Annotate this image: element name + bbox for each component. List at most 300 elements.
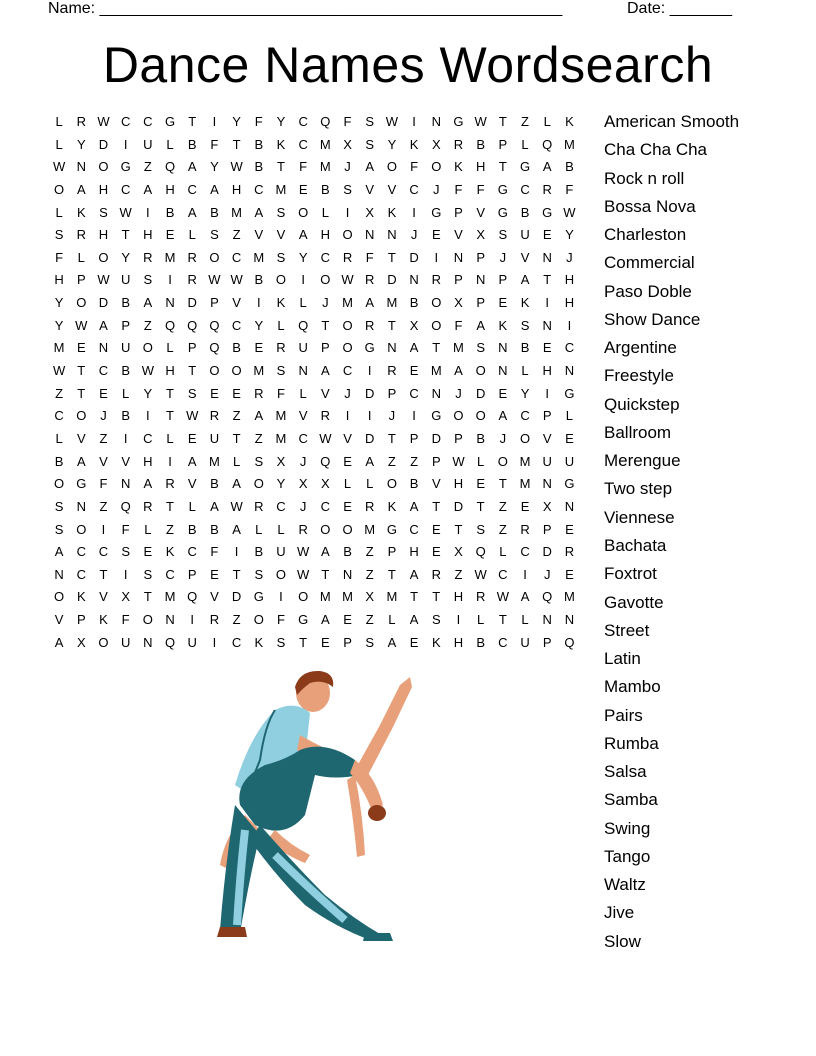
grid-letter: K: [76, 589, 86, 605]
grid-letter: P: [454, 204, 463, 220]
grid-letter: H: [165, 181, 175, 197]
grid-letter: C: [254, 181, 264, 197]
grid-letter: S: [143, 566, 153, 582]
grid-letter: O: [497, 453, 508, 469]
grid-row: [48, 451, 581, 474]
grid-letter: Y: [276, 476, 286, 492]
grid-letter: C: [231, 317, 242, 333]
grid-letter: A: [476, 317, 485, 333]
grid-letter: M: [319, 159, 331, 175]
grid-letter: N: [98, 340, 109, 356]
grid-letter: A: [520, 589, 530, 605]
grid-letter: P: [431, 453, 441, 469]
grid-letter: R: [143, 249, 153, 265]
grid-letter: P: [542, 408, 552, 424]
grid-letter: A: [409, 566, 419, 582]
grid-row: [48, 632, 581, 655]
grid-letter: A: [143, 295, 153, 311]
grid-letter: K: [387, 204, 397, 220]
grid-letter: C: [409, 521, 419, 537]
grid-letter: D: [409, 249, 419, 265]
grid-letter: T: [387, 566, 396, 582]
grid-row: [48, 202, 581, 225]
grid-letter: I: [146, 204, 150, 220]
grid-letter: S: [54, 498, 64, 514]
grid-letter: C: [143, 114, 153, 129]
grid-letter: C: [520, 181, 530, 197]
grid-letter: O: [342, 521, 353, 537]
grid-letter: O: [431, 317, 442, 333]
grid-letter: V: [365, 181, 375, 197]
grid-letter: S: [121, 544, 130, 560]
grid-letter: T: [99, 566, 108, 582]
word-list-item: Ballroom: [604, 422, 672, 442]
grid-letter: H: [542, 363, 552, 379]
grid-letter: K: [165, 544, 175, 560]
grid-letter: L: [144, 521, 152, 537]
grid-letter: W: [297, 544, 310, 560]
grid-letter: T: [232, 136, 241, 152]
grid-letter: O: [320, 521, 331, 537]
grid-letter: K: [565, 114, 574, 129]
grid-letter: Z: [365, 544, 374, 560]
grid-letter: B: [54, 453, 64, 469]
grid-letter: L: [343, 476, 352, 492]
grid-letter: A: [409, 498, 419, 514]
word-list-item: Bossa Nova: [604, 196, 696, 216]
grid-letter: S: [476, 340, 485, 356]
grid-row: [48, 383, 581, 406]
grid-letter: N: [387, 227, 397, 243]
grid-letter: M: [319, 136, 331, 152]
grid-letter: A: [76, 181, 86, 197]
grid-letter: X: [121, 589, 130, 605]
grid-letter: R: [76, 227, 86, 243]
grid-letter: W: [319, 430, 332, 446]
grid-letter: B: [121, 295, 130, 311]
grid-letter: U: [120, 272, 131, 288]
grid-row: [48, 269, 581, 292]
grid-letter: E: [343, 498, 352, 514]
grid-letter: L: [299, 385, 307, 401]
word-list-item: Foxtrot: [604, 564, 657, 584]
grid-row: [48, 360, 581, 383]
word-list-item: Quickstep: [604, 394, 680, 414]
grid-letter: Z: [254, 430, 263, 446]
grid-letter: M: [519, 453, 531, 469]
grid-letter: K: [409, 136, 419, 152]
grid-letter: J: [299, 498, 307, 514]
grid-letter: R: [542, 181, 552, 197]
word-list-item: Show Dance: [604, 309, 701, 329]
grid-letter: G: [453, 114, 464, 129]
word-list-item: Street: [604, 620, 650, 640]
grid-letter: I: [434, 249, 439, 265]
grid-letter: R: [165, 476, 175, 492]
grid-letter: O: [519, 430, 531, 446]
grid-letter: A: [365, 295, 375, 311]
grid-letter: I: [412, 408, 416, 424]
grid-letter: B: [165, 204, 175, 220]
grid-letter: U: [520, 227, 530, 243]
grid-letter: A: [321, 612, 330, 628]
grid-letter: I: [123, 136, 128, 152]
grid-letter: G: [431, 204, 442, 220]
dancing-couple-illustration: [205, 665, 425, 950]
word-list-item: Commercial: [604, 253, 695, 273]
grid-letter: P: [76, 272, 86, 288]
grid-letter: S: [365, 136, 375, 152]
grid-letter: W: [230, 272, 243, 288]
grid-letter: N: [431, 114, 441, 129]
grid-letter: L: [477, 453, 485, 469]
grid-letter: S: [343, 181, 352, 197]
grid-letter: T: [188, 114, 197, 129]
grid-letter: H: [98, 181, 109, 197]
grid-letter: M: [563, 136, 575, 152]
grid-letter: H: [143, 227, 153, 243]
grid-letter: A: [365, 159, 375, 175]
grid-letter: O: [76, 521, 87, 537]
grid-letter: K: [99, 612, 108, 628]
grid-letter: I: [168, 272, 172, 288]
grid-letter: J: [388, 408, 396, 424]
grid-letter: C: [520, 544, 530, 560]
grid-letter: E: [343, 453, 352, 469]
grid-letter: Z: [521, 114, 529, 129]
grid-letter: T: [498, 114, 507, 129]
grid-letter: B: [187, 136, 197, 152]
grid-letter: B: [254, 159, 264, 175]
grid-letter: G: [120, 159, 131, 175]
grid-letter: T: [232, 566, 241, 582]
grid-letter: Z: [232, 227, 241, 243]
grid-letter: A: [232, 476, 241, 492]
grid-letter: X: [476, 227, 485, 243]
grid-letter: S: [276, 363, 286, 379]
name-field-label: Name: ____________________________________________________: [48, 0, 563, 17]
grid-letter: F: [99, 476, 108, 492]
grid-letter: L: [188, 227, 196, 243]
grid-letter: I: [567, 317, 572, 333]
grid-letter: E: [254, 340, 264, 356]
grid-letter: Z: [410, 453, 419, 469]
grid-letter: M: [563, 589, 575, 605]
grid-letter: W: [230, 498, 243, 514]
grid-letter: A: [187, 453, 197, 469]
word-list: [604, 108, 739, 956]
grid-letter: K: [76, 204, 86, 220]
grid-letter: A: [542, 159, 552, 175]
grid-letter: D: [453, 498, 464, 514]
grid-letter: F: [365, 249, 374, 265]
grid-letter: C: [276, 498, 286, 514]
grid-letter: K: [276, 136, 286, 152]
grid-letter: S: [431, 612, 441, 628]
grid-letter: W: [563, 204, 576, 220]
grid-letter: T: [77, 385, 86, 401]
grid-letter: N: [564, 498, 575, 514]
grid-letter: V: [54, 612, 64, 628]
grid-letter: C: [98, 363, 109, 379]
grid-letter: G: [497, 204, 508, 220]
grid-letter: L: [277, 521, 285, 537]
grid-letter: L: [543, 114, 551, 129]
grid-letter: T: [498, 476, 507, 492]
grid-letter: S: [99, 204, 108, 220]
grid-row: [48, 292, 581, 315]
grid-letter: O: [54, 181, 65, 197]
grid-letter: K: [254, 634, 264, 650]
grid-letter: W: [452, 453, 465, 469]
grid-letter: G: [564, 385, 575, 401]
grid-letter: G: [76, 476, 87, 492]
grid-letter: C: [98, 544, 109, 560]
grid-letter: O: [76, 295, 87, 311]
grid-letter: G: [542, 204, 553, 220]
grid-letter: F: [476, 181, 485, 197]
grid-letter: U: [298, 340, 308, 356]
grid-letter: C: [298, 430, 308, 446]
grid-letter: W: [297, 566, 310, 582]
grid-letter: W: [97, 272, 110, 288]
grid-letter: A: [520, 272, 530, 288]
grid-letter: L: [166, 136, 174, 152]
grid-letter: U: [564, 453, 575, 469]
grid-row: [48, 156, 581, 179]
grid-letter: V: [76, 430, 86, 446]
grid-letter: E: [498, 295, 508, 311]
grid-letter: Q: [209, 317, 220, 333]
grid-letter: H: [98, 227, 109, 243]
grid-letter: J: [499, 430, 507, 446]
grid-letter: U: [120, 634, 131, 650]
grid-letter: D: [387, 272, 397, 288]
grid-letter: F: [343, 114, 352, 129]
grid-letter: J: [499, 249, 507, 265]
grid-letter: B: [409, 295, 419, 311]
grid-letter: F: [254, 114, 263, 129]
grid-letter: Z: [454, 566, 463, 582]
grid-letter: Q: [164, 317, 176, 333]
grid-letter: N: [542, 476, 552, 492]
grid-letter: A: [298, 227, 308, 243]
grid-letter: Z: [387, 453, 396, 469]
grid-letter: D: [98, 295, 109, 311]
grid-letter: I: [123, 566, 128, 582]
grid-letter: B: [520, 340, 530, 356]
grid-row: [48, 609, 581, 632]
grid-letter: J: [566, 249, 573, 265]
grid-letter: R: [365, 317, 375, 333]
grid-letter: N: [298, 363, 308, 379]
grid-letter: M: [231, 204, 243, 220]
grid-letter: R: [254, 498, 264, 514]
grid-letter: Z: [498, 521, 507, 537]
grid-letter: E: [520, 498, 530, 514]
grid-letter: V: [343, 430, 352, 446]
grid-letter: C: [564, 340, 575, 356]
grid-letter: C: [120, 114, 131, 129]
grid-letter: W: [341, 272, 354, 288]
grid-letter: O: [298, 204, 309, 220]
grid-row: [48, 496, 581, 519]
grid-letter: W: [141, 363, 154, 379]
grid-letter: Q: [187, 317, 198, 333]
grid-letter: I: [190, 612, 195, 628]
grid-letter: I: [101, 521, 106, 537]
grid-letter: A: [99, 317, 108, 333]
grid-letter: L: [255, 521, 263, 537]
grid-letter: X: [298, 476, 308, 492]
grid-letter: Q: [564, 634, 575, 650]
grid-letter: Z: [99, 498, 108, 514]
grid-letter: I: [301, 272, 305, 288]
grid-letter: I: [523, 566, 527, 582]
grid-letter: A: [76, 453, 86, 469]
grid-letter: L: [77, 249, 85, 265]
grid-letter: Q: [475, 544, 486, 560]
grid-letter: V: [321, 385, 330, 401]
grid-letter: L: [277, 317, 285, 333]
grid-letter: T: [188, 363, 197, 379]
grid-letter: N: [165, 612, 175, 628]
grid-letter: O: [209, 249, 220, 265]
grid-letter: C: [143, 430, 153, 446]
grid-letter: I: [168, 453, 172, 469]
grid-letter: S: [276, 634, 286, 650]
grid-letter: F: [410, 159, 419, 175]
grid-letter: N: [165, 295, 175, 311]
grid-letter: L: [166, 340, 174, 356]
grid-letter: E: [565, 430, 574, 446]
grid-letter: R: [76, 114, 86, 129]
grid-letter: C: [498, 566, 508, 582]
grid-letter: I: [234, 544, 239, 560]
grid-letter: N: [564, 363, 575, 379]
word-list-item: Jive: [604, 903, 635, 923]
grid-letter: C: [120, 181, 131, 197]
word-list-item: Cha Cha Cha: [604, 140, 708, 160]
grid-letter: A: [409, 340, 419, 356]
grid-row: [48, 405, 581, 428]
grid-letter: X: [76, 634, 86, 650]
grid-letter: H: [231, 181, 242, 197]
grid-letter: O: [431, 295, 442, 311]
grid-letter: N: [542, 317, 552, 333]
grid-letter: O: [54, 476, 65, 492]
grid-row: [48, 315, 581, 338]
grid-letter: W: [75, 317, 88, 333]
grid-letter: R: [209, 612, 220, 628]
grid-letter: M: [453, 340, 464, 356]
grid-letter: R: [387, 363, 397, 379]
grid-letter: H: [564, 272, 575, 288]
grid-letter: Q: [542, 589, 553, 605]
grid-letter: R: [209, 408, 220, 424]
grid-letter: A: [409, 612, 419, 628]
grid-letter: R: [143, 498, 153, 514]
grid-letter: E: [210, 385, 219, 401]
grid-letter: C: [187, 181, 197, 197]
grid-letter: N: [387, 340, 397, 356]
grid-letter: O: [231, 363, 242, 379]
word-list-item: Samba: [604, 790, 658, 810]
grid-letter: V: [232, 295, 241, 311]
grid-letter: L: [521, 136, 529, 152]
grid-letter: Y: [298, 249, 308, 265]
grid-row: [48, 134, 581, 157]
grid-letter: D: [542, 544, 552, 560]
grid-letter: S: [210, 227, 219, 243]
grid-letter: E: [409, 363, 419, 379]
grid-letter: M: [275, 430, 287, 446]
grid-letter: D: [365, 385, 375, 401]
grid-letter: A: [54, 544, 64, 560]
grid-letter: C: [231, 249, 242, 265]
grid-letter: I: [367, 408, 372, 424]
word-list-item: Waltz: [604, 875, 646, 895]
word-list-item: Argentine: [604, 338, 677, 358]
grid-letter: P: [454, 430, 463, 446]
grid-letter: M: [386, 589, 398, 605]
grid-letter: F: [121, 612, 130, 628]
grid-letter: L: [55, 204, 63, 220]
grid-letter: P: [542, 634, 552, 650]
grid-letter: P: [343, 634, 352, 650]
grid-letter: Y: [54, 295, 64, 311]
grid-letter: E: [210, 566, 219, 582]
grid-letter: O: [342, 227, 353, 243]
grid-letter: B: [210, 476, 219, 492]
grid-letter: M: [53, 340, 65, 356]
grid-letter: P: [210, 295, 219, 311]
grid-letter: Q: [120, 498, 131, 514]
grid-letter: N: [453, 249, 464, 265]
grid-letter: W: [208, 272, 221, 288]
grid-letter: E: [542, 340, 552, 356]
grid-letter: D: [187, 295, 197, 311]
grid-letter: M: [342, 295, 353, 311]
grid-letter: H: [143, 453, 153, 469]
word-list-item: Gavotte: [604, 592, 664, 612]
grid-letter: N: [409, 272, 419, 288]
grid-letter: N: [365, 227, 375, 243]
grid-letter: A: [365, 453, 375, 469]
grid-letter: H: [409, 544, 419, 560]
grid-letter: J: [410, 227, 418, 243]
grid-letter: C: [231, 634, 242, 650]
grid-letter: Y: [565, 227, 574, 243]
grid-letter: C: [165, 566, 175, 582]
grid-letter: I: [146, 408, 150, 424]
grid-letter: V: [99, 453, 108, 469]
grid-letter: A: [254, 408, 264, 424]
grid-letter: Q: [164, 634, 176, 650]
grid-letter: R: [365, 272, 375, 288]
word-list-item: Bachata: [604, 535, 667, 555]
grid-letter: L: [232, 453, 241, 469]
grid-letter: Q: [320, 453, 331, 469]
grid-letter: Z: [498, 498, 507, 514]
grid-letter: N: [475, 272, 486, 288]
grid-letter: M: [275, 408, 287, 424]
grid-letter: J: [100, 408, 107, 424]
grid-letter: J: [299, 453, 307, 469]
grid-letter: D: [431, 430, 441, 446]
grid-letter: T: [166, 408, 174, 424]
grid-letter: P: [387, 385, 397, 401]
